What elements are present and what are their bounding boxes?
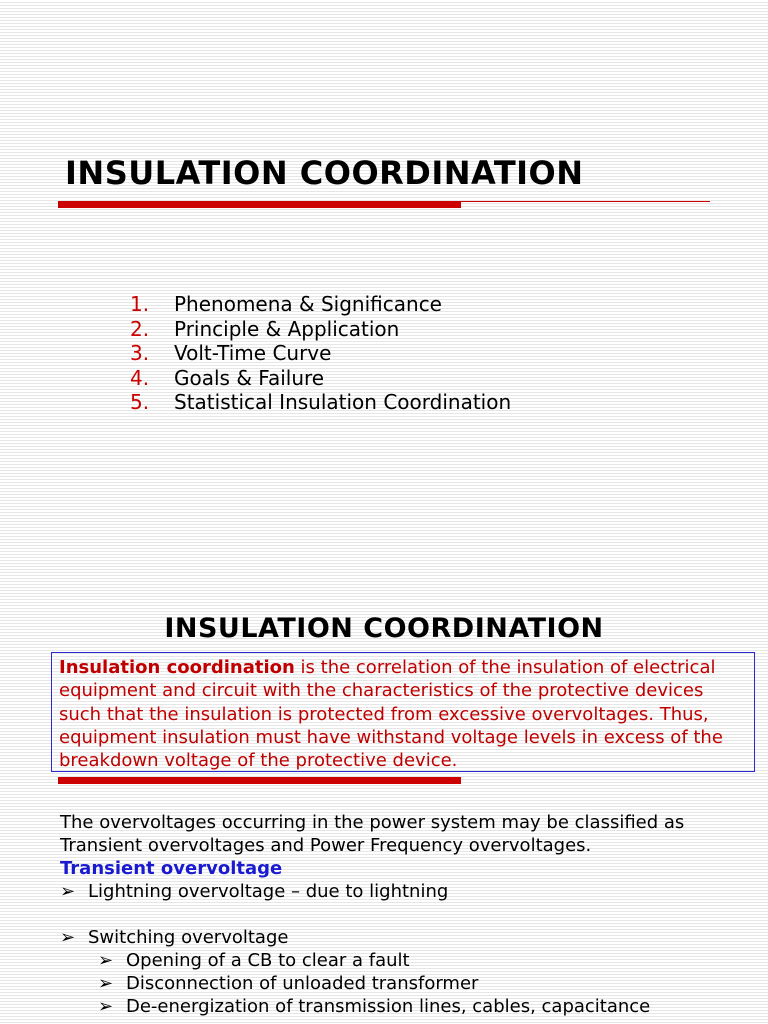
- arrow-bullet-icon: ➢: [98, 996, 114, 1017]
- agenda-item: [130, 292, 511, 317]
- agenda-text: Principle & Application: [174, 316, 400, 341]
- agenda-number: 4.: [130, 365, 150, 390]
- agenda-number: 2.: [130, 316, 150, 341]
- arrow-bullet-icon: ➢: [60, 881, 76, 902]
- arrow-bullet-icon: ➢: [98, 950, 114, 971]
- title-underline-bar: [58, 201, 461, 208]
- agenda-number: 1.: [130, 292, 150, 316]
- list-item: [98, 995, 750, 1018]
- arrow-bullet-icon: ➢: [60, 927, 76, 948]
- list-item: [60, 926, 750, 949]
- list-item: [60, 880, 750, 903]
- bullet-text: De-energization of transmission lines, cables, capacitance: [126, 996, 651, 1017]
- definition-text: is the correlation of the insulation of electrical equipment and circuit with the characteristics of the protective devices such that the insulation is protected from excessive overvoltages. Thus, equipment insulation must have withstand voltage levels in excess of the breakdown voltage of the protective device.: [59, 657, 723, 772]
- slide2-title: INSULATION COORDINATION: [164, 613, 604, 644]
- list-item: [98, 972, 750, 995]
- title-underline-rule: [461, 201, 710, 202]
- intro-paragraph: The overvoltages occurring in the power system may be classified as Transient overvoltages and Power Frequency overvoltages.: [60, 812, 685, 856]
- agenda-item: [130, 341, 511, 366]
- list-item: [98, 949, 750, 972]
- bullet-text: Switching overvoltage: [88, 927, 289, 948]
- arrow-bullet-icon: ➢: [98, 973, 114, 994]
- agenda-text: Volt-Time Curve: [174, 341, 332, 366]
- agenda-list: [130, 292, 511, 415]
- transient-overvoltage-heading: Transient overvoltage: [60, 858, 283, 879]
- agenda-item: [130, 366, 511, 391]
- agenda-number: 5.: [130, 390, 150, 415]
- agenda-item: [130, 390, 511, 415]
- slide1-title: INSULATION COORDINATION: [65, 154, 584, 192]
- definition-box: [51, 652, 755, 772]
- agenda-text: Goals & Failure: [174, 365, 325, 390]
- agenda-number: 3.: [130, 341, 150, 366]
- definition-term: Insulation coordination: [59, 657, 295, 678]
- agenda-item: [130, 317, 511, 342]
- bullet-text: Disconnection of unloaded transformer: [126, 973, 479, 994]
- bullet-text: Opening of a CB to clear a fault: [126, 950, 410, 971]
- agenda-text: Phenomena & Significance: [174, 292, 442, 316]
- agenda-text: Statistical Insulation Coordination: [174, 390, 512, 415]
- definition-underline-bar: [58, 777, 461, 784]
- bullet-text: Lightning overvoltage – due to lightning: [88, 881, 449, 902]
- overvoltage-section: [60, 811, 750, 1018]
